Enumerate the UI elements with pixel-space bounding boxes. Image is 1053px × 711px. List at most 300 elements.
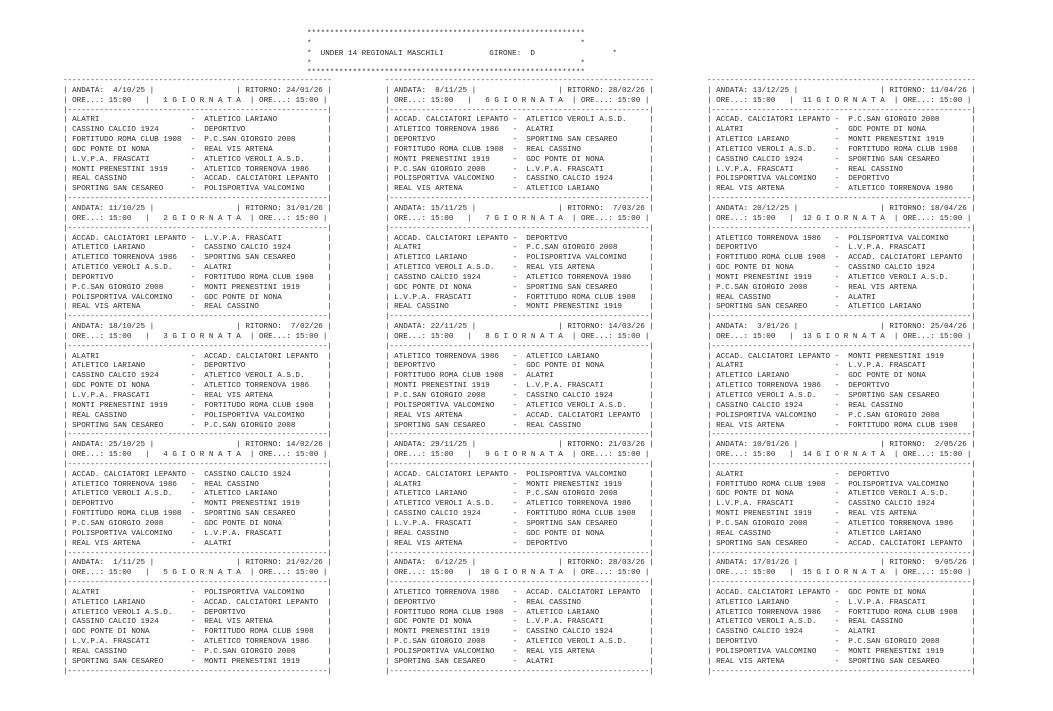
ora-andata: 15:00 bbox=[752, 214, 776, 223]
home-team: ATLETICO VEROLI A.S.D. bbox=[72, 264, 173, 273]
ora-ritorno: 15:00 bbox=[617, 451, 641, 460]
giornata-block bbox=[707, 559, 976, 677]
away-team: CASSINO CALCIO 1924 bbox=[848, 264, 935, 273]
ora-andata: 15:00 bbox=[108, 451, 132, 460]
home-team: REAL VIS ARTENA bbox=[72, 303, 141, 312]
match-row: | GDC PONTE DI NONA - L.V.P.A. FRASCATI | bbox=[385, 618, 654, 627]
away-team: DEPORTIVO bbox=[526, 234, 568, 243]
away-team: L.V.P.A. FRASCATI bbox=[204, 529, 282, 538]
dates-line: | ANDATA: 3/01/26 | | RITORNO: 25/04/26 | bbox=[707, 323, 976, 332]
giornata-block bbox=[385, 559, 654, 677]
ritorno-label: RITORNO: bbox=[567, 559, 604, 568]
home-team: ALATRI bbox=[394, 244, 422, 253]
home-team: MONTI PRENESTINI 1919 bbox=[394, 382, 490, 391]
match-row: | ATLETICO LARIANO - L.V.P.A. FRASCATI | bbox=[707, 598, 976, 607]
block-border-bottom: |---------------------------------------------------------| bbox=[385, 195, 654, 204]
ora-andata: 15:00 bbox=[430, 569, 454, 578]
away-team: ATLETICO LARIANO bbox=[848, 529, 922, 538]
match-row: | ATLETICO TORRENOVA 1986 - ATLETICO LARIANO | bbox=[385, 352, 654, 361]
block-border-bottom: |---------------------------------------------------------| bbox=[63, 195, 332, 204]
home-team: CASSINO CALCIO 1924 bbox=[72, 126, 159, 135]
away-team: ACCAD. CALCIATORI LEPANTO bbox=[848, 539, 963, 548]
ritorno-label: RITORNO: bbox=[567, 323, 604, 332]
giornata-block bbox=[63, 559, 332, 677]
away-team: L.V.P.A. FRASCATI bbox=[526, 165, 604, 174]
ora-andata-label: ORE...: bbox=[72, 332, 105, 341]
home-team: L.V.P.A. FRASCATI bbox=[716, 500, 794, 509]
away-team: P.C.SAN GIORGIO 2008 bbox=[526, 244, 618, 253]
home-team: SPORTING SAN CESAREO bbox=[72, 657, 164, 666]
ora-ritorno-label: ORE...: bbox=[259, 214, 291, 223]
away-team: ATLETICO TORRENOVA 1986 bbox=[848, 519, 954, 528]
match-row: | P.C.SAN GIORGIO 2008 - ATLETICO TORRENOVA 1986 | bbox=[707, 519, 976, 528]
giornata-block bbox=[707, 323, 976, 441]
dates-line: | ANDATA: 13/12/25 | | RITORNO: 11/04/26 | bbox=[707, 86, 976, 95]
header-title-line: * UNDER 14 REGIONALI MASCHILI GIRONE: D * bbox=[307, 49, 617, 58]
match-row: | P.C.SAN GIORGIO 2008 - REAL VIS ARTENA | bbox=[707, 283, 976, 292]
away-team: REAL VIS ARTENA bbox=[848, 510, 917, 519]
away-team: MONTI PRENESTINI 1919 bbox=[848, 647, 944, 656]
home-team: MONTI PRENESTINI 1919 bbox=[394, 628, 490, 637]
away-team: DEPORTIVO bbox=[204, 126, 246, 135]
home-team: POLISPORTIVA VALCOMINO bbox=[394, 401, 495, 410]
home-team: ATLETICO VEROLI A.S.D. bbox=[72, 608, 173, 617]
home-team: CASSINO CALCIO 1924 bbox=[72, 618, 159, 627]
block-border-top: ----------------------------------------------------------- bbox=[385, 77, 654, 85]
ritorno-date: 21/03/26 bbox=[608, 441, 645, 450]
ritorno-label: RITORNO: bbox=[567, 86, 604, 95]
home-team: ACCAD. CALCIATORI LEPANTO bbox=[72, 470, 187, 479]
block-separator: |---------------------------------------------------------| bbox=[707, 460, 976, 469]
home-team: SPORTING SAN CESAREO bbox=[72, 185, 164, 194]
home-team: GDC PONTE DI NONA bbox=[72, 382, 150, 391]
away-team: REAL VIS ARTENA bbox=[848, 283, 917, 292]
away-team: MONTI PRENESTINI 1919 bbox=[848, 136, 944, 145]
block-separator: |---------------------------------------------------------| bbox=[707, 224, 976, 233]
match-row: | REAL VIS ARTENA - SPORTING SAN CESAREO | bbox=[707, 657, 976, 666]
away-team: POLISPORTIVA VALCOMINO bbox=[204, 185, 305, 194]
ora-andata-label: ORE...: bbox=[72, 96, 105, 105]
match-row: | ATLETICO TORRENOVA 1986 - FORTITUDO ROMA CLUB 1908 | bbox=[707, 608, 976, 617]
match-row: | POLISPORTIVA VALCOMINO - MONTI PRENESTINI 1919 | bbox=[707, 647, 976, 656]
match-row: | MONTI PRENESTINI 1919 - ATLETICO TORRENOVA 1986 | bbox=[63, 165, 332, 174]
away-team: ACCAD. CALCIATORI LEPANTO bbox=[526, 588, 641, 597]
match-row: | L.V.P.A. FRASCATI - REAL CASSINO | bbox=[707, 165, 976, 174]
andata-date: 17/01/26 bbox=[752, 559, 790, 568]
block-border-bottom: |---------------------------------------------------------| bbox=[385, 431, 654, 440]
home-team: MONTI PRENESTINI 1919 bbox=[72, 401, 168, 410]
away-team: GDC PONTE DI NONA bbox=[848, 372, 926, 381]
giornata-line: | ORE...: 15:00 | 6 G I O R N A T A | ORE...: 15:00 | bbox=[385, 96, 650, 105]
away-team: P.C.SAN GIORGIO 2008 bbox=[848, 411, 940, 420]
ora-andata-label: ORE...: bbox=[716, 451, 749, 460]
block-border-bottom: |---------------------------------------------------------| bbox=[63, 549, 332, 558]
ora-ritorno: 15:00 bbox=[617, 214, 641, 223]
home-team: GDC PONTE DI NONA bbox=[72, 628, 150, 637]
ora-ritorno-label: ORE...: bbox=[581, 332, 613, 341]
dates-line: | ANDATA: 8/11/25 | | RITORNO: 28/02/26 | bbox=[385, 86, 654, 95]
match-row: | ATLETICO VEROLI A.S.D. - REAL VIS ARTENA | bbox=[385, 264, 654, 273]
match-row: | CASSINO CALCIO 1924 - REAL VIS ARTENA | bbox=[63, 618, 332, 627]
calendar-header-box bbox=[307, 30, 617, 79]
away-team: ALATRI bbox=[204, 264, 232, 273]
home-team: POLISPORTIVA VALCOMINO bbox=[72, 529, 173, 538]
giornata-block bbox=[63, 205, 332, 323]
away-team: ACCAD. CALCIATORI LEPANTO bbox=[204, 352, 319, 361]
home-team: GDC PONTE DI NONA bbox=[716, 264, 794, 273]
block-separator: |---------------------------------------------------------| bbox=[707, 342, 976, 351]
home-team: ALATRI bbox=[716, 362, 744, 371]
giornata-line: | ORE...: 15:00 | 2 G I O R N A T A | ORE...: 15:00 | bbox=[63, 214, 328, 223]
away-team: ACCAD. CALCIATORI LEPANTO bbox=[848, 254, 963, 263]
away-team: SPORTING SAN CESAREO bbox=[204, 254, 296, 263]
away-team: CASSINO CALCIO 1924 bbox=[526, 628, 613, 637]
giornata-number: 15 bbox=[802, 569, 812, 578]
away-team: MONTI PRENESTINI 1919 bbox=[204, 283, 300, 292]
match-row: | ACCAD. CALCIATORI LEPANTO - CASSINO CALCIO 1924 | bbox=[63, 470, 332, 479]
home-team: ALATRI bbox=[394, 480, 422, 489]
home-team: REAL CASSINO bbox=[72, 647, 127, 656]
ritorno-date: 11/04/26 bbox=[930, 86, 967, 95]
giornata-block bbox=[707, 441, 976, 559]
match-row: | ATLETICO LARIANO - CASSINO CALCIO 1924 | bbox=[63, 244, 332, 253]
away-team: P.C.SAN GIORGIO 2008 bbox=[204, 421, 296, 430]
away-team: FORTITUDO ROMA CLUB 1908 bbox=[204, 401, 314, 410]
match-row: | REAL CASSINO - MONTI PRENESTINI 1919 | bbox=[385, 303, 654, 312]
giornata-number: 7 bbox=[485, 214, 490, 223]
dates-line: | ANDATA: 22/11/25 | | RITORNO: 14/03/26 | bbox=[385, 323, 654, 332]
ora-andata: 15:00 bbox=[430, 214, 454, 223]
match-row: | DEPORTIVO - MONTI PRENESTINI 1919 | bbox=[63, 500, 332, 509]
andata-label: ANDATA: bbox=[716, 204, 749, 213]
match-row: | P.C.SAN GIORGIO 2008 - GDC PONTE DI NONA | bbox=[63, 519, 332, 528]
match-row: | ATLETICO VEROLI A.S.D. - FORTITUDO ROMA CLUB 1908 | bbox=[707, 145, 976, 154]
block-separator: |---------------------------------------------------------| bbox=[63, 106, 332, 115]
away-team: SPORTING SAN CESAREO bbox=[848, 657, 940, 666]
andata-label: ANDATA: bbox=[716, 323, 749, 332]
match-row: | REAL CASSINO - ALATRI | bbox=[707, 293, 976, 302]
home-team: DEPORTIVO bbox=[72, 273, 114, 282]
away-team: DEPORTIVO bbox=[848, 470, 890, 479]
giornata-block bbox=[385, 77, 654, 205]
ora-ritorno: 15:00 bbox=[617, 96, 641, 105]
home-team: POLISPORTIVA VALCOMINO bbox=[716, 175, 817, 184]
away-team: REAL VIS ARTENA bbox=[526, 264, 595, 273]
match-row: | DEPORTIVO - FORTITUDO ROMA CLUB 1908 | bbox=[63, 273, 332, 282]
category-title: UNDER 14 REGIONALI MASCHILI bbox=[320, 49, 444, 58]
away-team: SPORTING SAN CESAREO bbox=[848, 392, 940, 400]
giornata-line: | ORE...: 15:00 | 14 G I O R N A T A | ORE...: 15:00 | bbox=[707, 451, 972, 460]
away-team: GDC PONTE DI NONA bbox=[848, 126, 926, 135]
ritorno-label: RITORNO: bbox=[245, 204, 282, 213]
home-team: REAL VIS ARTENA bbox=[72, 539, 141, 548]
match-row: | MONTI PRENESTINI 1919 - CASSINO CALCIO 1924 | bbox=[385, 628, 654, 637]
ritorno-date: 2/05/26 bbox=[934, 441, 967, 450]
home-team: SPORTING SAN CESAREO bbox=[716, 539, 808, 548]
andata-date: 6/12/25 bbox=[435, 559, 468, 568]
match-row: | FORTITUDO ROMA CLUB 1908 - ATLETICO LARIANO | bbox=[385, 608, 654, 617]
away-team: CASSINO CALCIO 1924 bbox=[848, 500, 935, 509]
away-team: ATLETICO LARIANO bbox=[848, 303, 922, 312]
match-row: | P.C.SAN GIORGIO 2008 - ATLETICO VEROLI A.S.D. | bbox=[385, 638, 654, 647]
match-row: | SPORTING SAN CESAREO - POLISPORTIVA VALCOMINO | bbox=[63, 185, 332, 194]
home-team: MONTI PRENESTINI 1919 bbox=[716, 510, 812, 519]
ritorno-label: RITORNO: bbox=[889, 559, 926, 568]
giornata-number: 3 bbox=[163, 332, 168, 341]
away-team: ATLETICO LARIANO bbox=[204, 116, 278, 125]
ritorno-label: RITORNO: bbox=[245, 441, 282, 450]
ritorno-date: 31/01/26 bbox=[286, 204, 323, 213]
ora-ritorno-label: ORE...: bbox=[259, 96, 291, 105]
match-row: | L.V.P.A. FRASCATI - ATLETICO VEROLI A.S.D. | bbox=[63, 155, 332, 164]
giornata-word: G I O R N A T A bbox=[816, 214, 885, 223]
home-team: P.C.SAN GIORGIO 2008 bbox=[72, 283, 164, 292]
match-row: | ACCAD. CALCIATORI LEPANTO - MONTI PRENESTINI 1919 | bbox=[707, 352, 976, 361]
away-team: GDC PONTE DI NONA bbox=[848, 588, 926, 597]
ritorno-label: RITORNO: bbox=[245, 323, 282, 332]
away-team: REAL CASSINO bbox=[526, 145, 581, 154]
block-border-bottom: |---------------------------------------------------------| bbox=[707, 195, 976, 204]
giornata-number: 10 bbox=[480, 569, 490, 578]
home-team: DEPORTIVO bbox=[716, 638, 758, 647]
away-team: DEPORTIVO bbox=[848, 382, 890, 391]
andata-date: 10/01/26 bbox=[752, 441, 790, 450]
ritorno-date: 7/03/26 bbox=[612, 204, 645, 213]
giornata-number: 6 bbox=[485, 96, 490, 105]
match-row: | ACCAD. CALCIATORI LEPANTO - P.C.SAN GIORGIO 2008 | bbox=[707, 116, 976, 125]
home-team: ATLETICO VEROLI A.S.D. bbox=[716, 392, 817, 400]
home-team: CASSINO CALCIO 1924 bbox=[394, 273, 481, 282]
home-team: REAL CASSINO bbox=[394, 529, 449, 538]
match-row: | REAL VIS ARTENA - ACCAD. CALCIATORI LEPANTO | bbox=[385, 411, 654, 420]
match-row: | REAL CASSINO - ACCAD. CALCIATORI LEPANTO | bbox=[63, 175, 332, 184]
block-border-bottom: |---------------------------------------------------------| bbox=[385, 667, 654, 676]
home-team: REAL CASSINO bbox=[716, 529, 771, 538]
home-team: GDC PONTE DI NONA bbox=[716, 490, 794, 499]
block-separator: |---------------------------------------------------------| bbox=[385, 342, 654, 351]
giornata-line: | ORE...: 15:00 | 15 G I O R N A T A | ORE...: 15:00 | bbox=[707, 569, 972, 578]
match-row: | ATLETICO TORRENOVA 1986 - SPORTING SAN CESAREO | bbox=[63, 254, 332, 263]
match-row: | ATLETICO VEROLI A.S.D. - SPORTING SAN CESAREO | bbox=[707, 392, 976, 400]
away-team: REAL VIS ARTENA bbox=[204, 145, 273, 154]
andata-label: ANDATA: bbox=[716, 86, 749, 95]
ora-ritorno: 15:00 bbox=[939, 332, 963, 341]
match-row: | REAL CASSINO - POLISPORTIVA VALCOMINO | bbox=[63, 411, 332, 420]
block-separator: |---------------------------------------------------------| bbox=[385, 106, 654, 115]
home-team: ATLETICO LARIANO bbox=[394, 490, 468, 499]
home-team: L.V.P.A. FRASCATI bbox=[716, 165, 794, 174]
ora-andata: 15:00 bbox=[752, 96, 776, 105]
away-team: POLISPORTIVA VALCOMINO bbox=[526, 470, 627, 479]
match-row: | SPORTING SAN CESAREO - REAL CASSINO | bbox=[385, 421, 654, 430]
match-row: | ATLETICO VEROLI A.S.D. - DEPORTIVO | bbox=[63, 608, 332, 617]
away-team: MONTI PRENESTINI 1919 bbox=[526, 303, 622, 312]
away-team: L.V.P.A. FRASCATI bbox=[526, 618, 604, 627]
away-team: L.V.P.A. FRASCATI bbox=[848, 362, 926, 371]
home-team: ALATRI bbox=[72, 352, 100, 361]
home-team: ATLETICO TORRENOVA 1986 bbox=[716, 608, 821, 617]
home-team: ATLETICO LARIANO bbox=[72, 244, 146, 253]
match-row: | CASSINO CALCIO 1924 - ATLETICO VEROLI A.S.D. | bbox=[63, 372, 332, 381]
match-row: | ATLETICO TORRENOVA 1986 - ALATRI | bbox=[385, 126, 654, 135]
home-team: L.V.P.A. FRASCATI bbox=[394, 519, 472, 528]
away-team: DEPORTIVO bbox=[204, 608, 246, 617]
match-row: | ATLETICO TORRENOVA 1986 - DEPORTIVO | bbox=[707, 382, 976, 391]
ritorno-date: 24/01/26 bbox=[286, 86, 323, 95]
andata-date: 20/12/25 bbox=[752, 204, 790, 213]
giornata-line: | ORE...: 15:00 | 3 G I O R N A T A | ORE...: 15:00 | bbox=[63, 332, 328, 341]
home-team: DEPORTIVO bbox=[716, 244, 758, 253]
home-team: ATLETICO VEROLI A.S.D. bbox=[716, 145, 817, 154]
home-team: CASSINO CALCIO 1924 bbox=[716, 628, 803, 637]
home-team: ACCAD. CALCIATORI LEPANTO bbox=[716, 116, 831, 125]
home-team: ACCAD. CALCIATORI LEPANTO bbox=[394, 234, 509, 243]
andata-label: ANDATA: bbox=[72, 323, 105, 332]
home-team: REAL VIS ARTENA bbox=[716, 421, 785, 430]
ritorno-label: RITORNO: bbox=[567, 441, 604, 450]
match-row: | SPORTING SAN CESAREO - P.C.SAN GIORGIO 2008 | bbox=[63, 421, 332, 430]
giornata-number: 9 bbox=[485, 451, 490, 460]
away-team: SPORTING SAN CESAREO bbox=[526, 519, 618, 528]
home-team: ATLETICO LARIANO bbox=[716, 372, 790, 381]
away-team: ATLETICO VEROLI A.S.D. bbox=[526, 638, 627, 647]
home-team: CASSINO CALCIO 1924 bbox=[716, 155, 803, 164]
giornata-word: G I O R N A T A bbox=[816, 96, 885, 105]
home-team: FORTITUDO ROMA CLUB 1908 bbox=[72, 136, 182, 145]
giornata-word: G I O R N A T A bbox=[172, 332, 241, 341]
home-team: REAL CASSINO bbox=[716, 293, 771, 302]
away-team: P.C.SAN GIORGIO 2008 bbox=[848, 638, 940, 647]
away-team: POLISPORTIVA VALCOMINO bbox=[526, 254, 627, 263]
ora-andata: 15:00 bbox=[430, 96, 454, 105]
match-row: | REAL CASSINO - ATLETICO LARIANO | bbox=[707, 529, 976, 538]
away-team: ATLETICO LARIANO bbox=[526, 185, 600, 194]
match-row: | L.V.P.A. FRASCATI - SPORTING SAN CESAREO | bbox=[385, 519, 654, 528]
ritorno-date: 28/03/26 bbox=[608, 559, 645, 568]
home-team: MONTI PRENESTINI 1919 bbox=[394, 155, 490, 164]
home-team: FORTITUDO ROMA CLUB 1908 bbox=[716, 254, 826, 263]
andata-label: ANDATA: bbox=[394, 441, 427, 450]
away-team: ACCAD. CALCIATORI LEPANTO bbox=[204, 175, 319, 184]
ora-andata-label: ORE...: bbox=[716, 214, 749, 223]
away-team: DEPORTIVO bbox=[848, 175, 890, 184]
home-team: DEPORTIVO bbox=[394, 362, 436, 371]
giornata-block bbox=[707, 205, 976, 323]
ora-andata-label: ORE...: bbox=[72, 569, 105, 578]
dates-line: | ANDATA: 4/10/25 | | RITORNO: 24/01/26 | bbox=[63, 86, 332, 95]
match-row: | GDC PONTE DI NONA - REAL VIS ARTENA | bbox=[63, 145, 332, 154]
block-separator: |---------------------------------------------------------| bbox=[63, 460, 332, 469]
ora-andata-label: ORE...: bbox=[716, 569, 749, 578]
andata-date: 4/10/25 bbox=[113, 86, 146, 95]
away-team: ALATRI bbox=[848, 293, 876, 302]
giornata-number: 14 bbox=[802, 451, 812, 460]
home-team: ATLETICO LARIANO bbox=[72, 362, 146, 371]
away-team: GDC PONTE DI NONA bbox=[526, 155, 604, 164]
home-team: ATLETICO VEROLI A.S.D. bbox=[394, 264, 495, 273]
away-team: CASSINO CALCIO 1924 bbox=[204, 244, 291, 253]
away-team: ATLETICO TORRENOVA 1986 bbox=[204, 382, 310, 391]
match-row: | DEPORTIVO - GDC PONTE DI NONA | bbox=[385, 362, 654, 371]
giornata-number: 4 bbox=[163, 451, 168, 460]
ritorno-date: 28/02/26 bbox=[608, 86, 645, 95]
match-row: | REAL VIS ARTENA - FORTITUDO ROMA CLUB 1908 | bbox=[707, 421, 976, 430]
match-row: | ACCAD. CALCIATORI LEPANTO - POLISPORTIVA VALCOMINO | bbox=[385, 470, 654, 479]
ora-ritorno: 15:00 bbox=[939, 569, 963, 578]
match-row: | CASSINO CALCIO 1924 - REAL CASSINO | bbox=[707, 401, 976, 410]
andata-date: 18/10/25 bbox=[108, 323, 146, 332]
ritorno-date: 9/05/26 bbox=[934, 559, 967, 568]
away-team: REAL CASSINO bbox=[526, 598, 581, 607]
ora-ritorno-label: ORE...: bbox=[903, 214, 935, 223]
home-team: ATLETICO VEROLI A.S.D. bbox=[72, 490, 173, 499]
home-team: ATLETICO TORRENOVA 1986 bbox=[716, 382, 821, 391]
home-team: L.V.P.A. FRASCATI bbox=[72, 155, 150, 164]
giornata-number: 5 bbox=[163, 569, 168, 578]
ora-andata-label: ORE...: bbox=[716, 332, 749, 341]
away-team: SPORTING SAN CESAREO bbox=[526, 283, 618, 292]
andata-date: 3/01/26 bbox=[757, 323, 790, 332]
dates-line: | ANDATA: 11/10/25 | | RITORNO: 31/01/26 | bbox=[63, 204, 332, 213]
dates-line: | ANDATA: 29/11/25 | | RITORNO: 21/03/26 | bbox=[385, 441, 654, 450]
away-team: L.V.P.A. FRASCATI bbox=[204, 234, 282, 243]
ora-ritorno-label: ORE...: bbox=[581, 214, 613, 223]
away-team: GDC PONTE DI NONA bbox=[204, 519, 282, 528]
giornata-number: 11 bbox=[802, 96, 812, 105]
header-blank-line: * * bbox=[307, 39, 585, 48]
home-team: REAL CASSINO bbox=[72, 411, 127, 420]
ora-andata-label: ORE...: bbox=[394, 569, 427, 578]
away-team: CASSINO CALCIO 1924 bbox=[526, 392, 613, 400]
home-team: ATLETICO LARIANO bbox=[716, 136, 790, 145]
block-separator: |---------------------------------------------------------| bbox=[385, 579, 654, 588]
match-row: | FORTITUDO ROMA CLUB 1908 - REAL CASSINO | bbox=[385, 145, 654, 154]
home-team: ATLETICO TORRENOVA 1986 bbox=[394, 352, 499, 361]
home-team: ACCAD. CALCIATORI LEPANTO bbox=[716, 352, 831, 361]
ora-andata-label: ORE...: bbox=[394, 332, 427, 341]
giornata-block bbox=[63, 441, 332, 559]
home-team: ALATRI bbox=[72, 588, 100, 597]
giornata-line: | ORE...: 15:00 | 9 G I O R N A T A | ORE...: 15:00 | bbox=[385, 451, 650, 460]
match-row: | ATLETICO VEROLI A.S.D. - ATLETICO LARIANO | bbox=[63, 490, 332, 499]
giornata-word: G I O R N A T A bbox=[816, 451, 885, 460]
giornata-line: | ORE...: 15:00 | 5 G I O R N A T A | ORE...: 15:00 | bbox=[63, 569, 328, 578]
andata-date: 15/11/25 bbox=[430, 204, 468, 213]
home-team: FORTITUDO ROMA CLUB 1908 bbox=[716, 480, 826, 489]
away-team: ATLETICO VEROLI A.S.D. bbox=[526, 401, 627, 410]
home-team: ATLETICO VEROLI A.S.D. bbox=[394, 500, 495, 509]
home-team: REAL CASSINO bbox=[394, 303, 449, 312]
away-team: ACCAD. CALCIATORI LEPANTO bbox=[204, 598, 319, 607]
away-team: ALATRI bbox=[848, 628, 876, 637]
away-team: MONTI PRENESTINI 1919 bbox=[526, 480, 622, 489]
giornata-word: G I O R N A T A bbox=[494, 451, 563, 460]
dates-line: | ANDATA: 20/12/25 | | RITORNO: 18/04/26 | bbox=[707, 204, 976, 213]
away-team: SPORTING SAN CESAREO bbox=[848, 155, 940, 164]
ritorno-label: RITORNO: bbox=[567, 204, 604, 213]
match-row: | ACCAD. CALCIATORI LEPANTO - ATLETICO VEROLI A.S.D. | bbox=[385, 116, 654, 125]
block-separator: |---------------------------------------------------------| bbox=[385, 460, 654, 469]
ora-ritorno: 15:00 bbox=[939, 96, 963, 105]
giornata-block bbox=[63, 77, 332, 205]
match-row: | ALATRI - GDC PONTE DI NONA | bbox=[707, 126, 976, 135]
giornata-line: | ORE...: 15:00 | 11 G I O R N A T A | ORE...: 15:00 | bbox=[707, 96, 972, 105]
match-row: | REAL CASSINO - P.C.SAN GIORGIO 2008 | bbox=[63, 647, 332, 656]
home-team: DEPORTIVO bbox=[394, 136, 436, 145]
ora-ritorno-label: ORE...: bbox=[903, 96, 935, 105]
match-row: | CASSINO CALCIO 1924 - SPORTING SAN CESAREO | bbox=[707, 155, 976, 164]
andata-label: ANDATA: bbox=[72, 86, 105, 95]
